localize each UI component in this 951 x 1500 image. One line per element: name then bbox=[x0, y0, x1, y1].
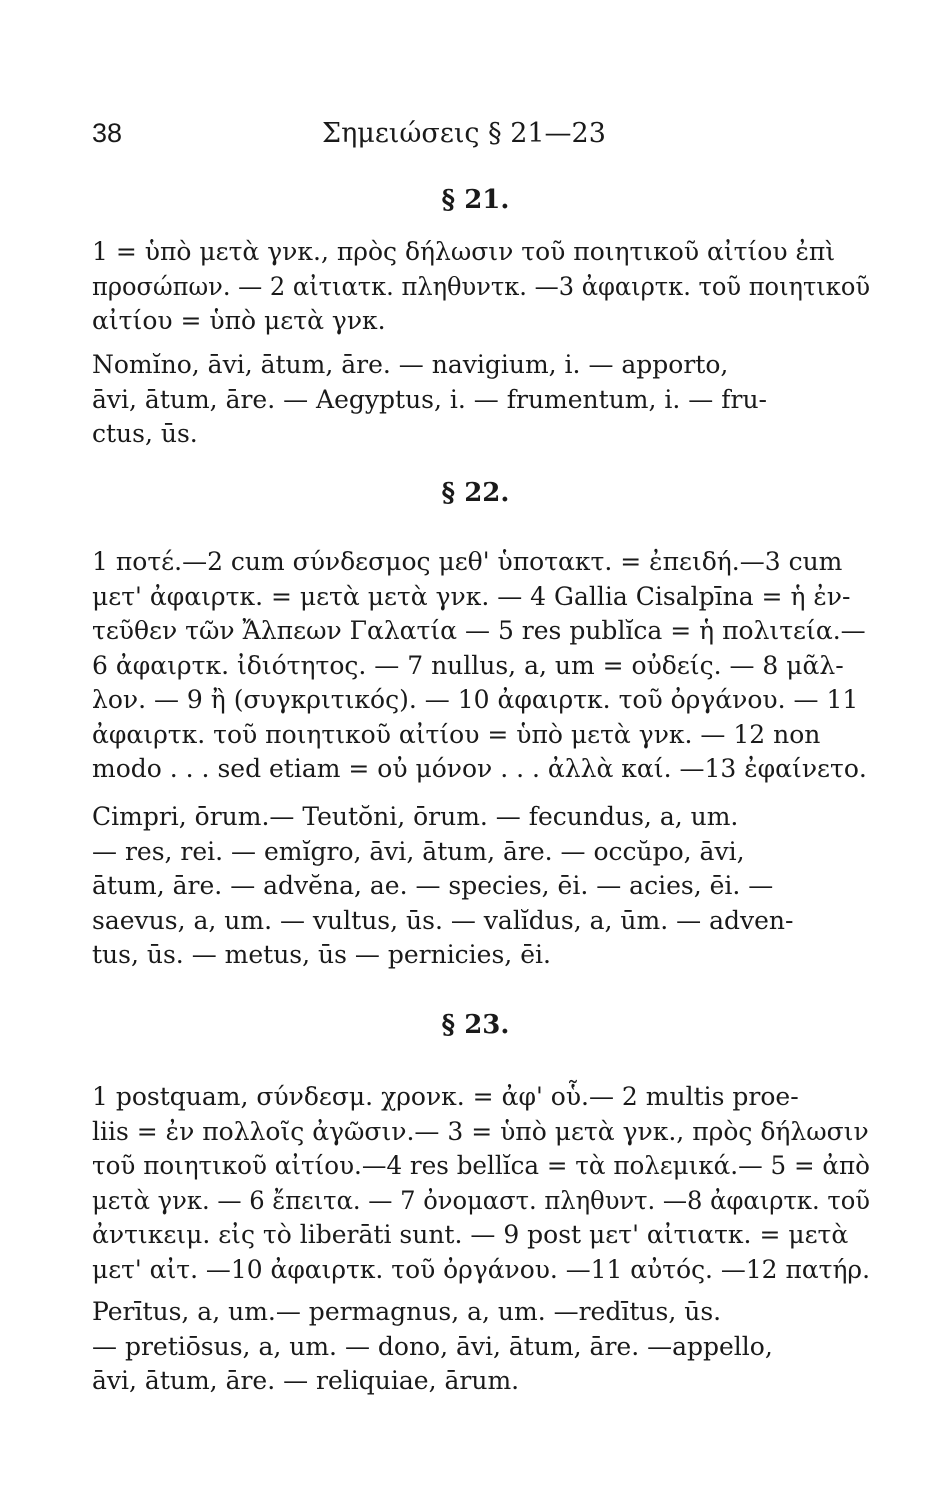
running-head bbox=[92, 118, 872, 158]
text-line: μετὰ γνκ. — 6 ἔπειτα. — 7 ὀνομαστ. πληθυντ. —8 ἀφαιρτκ. τοῦ bbox=[92, 1185, 870, 1215]
paragraph-21-notes bbox=[92, 235, 870, 339]
text-line: μετ' αἰτ. —10 ἀφαιρτκ. τοῦ ὀργάνου. —11 αὐτός. —12 πατήρ. bbox=[92, 1254, 870, 1284]
header-title: Σημειώσεις § 21—23 bbox=[322, 118, 606, 149]
text-line: λον. — 9 ἢ (συγκριτικός). — 10 ἀφαιρτκ. τοῦ ὀργάνου. — 11 bbox=[92, 685, 859, 714]
text-line: āvi, ātum, āre. — Aegyptus, i. — frumentum, i. — fru- bbox=[92, 384, 767, 414]
text-line: liis = ἐν πολλοῖς ἀγῶσιν.— 3 = ὑπὸ μετὰ γνκ., πρὸς δήλωσιν bbox=[92, 1116, 869, 1146]
text-line: ἀντικειμ. εἰς τὸ liberāti sunt. — 9 post μετ' αἰτιατκ. = μετὰ bbox=[92, 1220, 849, 1249]
text-line: 6 ἀφαιρτκ. ἰδιότητος. — 7 nullus, a, um = οὐδείς. — 8 μᾶλ- bbox=[92, 650, 844, 680]
text-line: ἀφαιρτκ. τοῦ ποιητικοῦ αἰτίου = ὑπὸ μετὰ γνκ. — 12 non bbox=[92, 719, 821, 749]
text-line: modo . . . sed etiam = οὐ μόνον . . . ἀλλὰ καί. —13 ἐφαίνετο. bbox=[92, 754, 867, 783]
paragraph-22-vocabulary bbox=[92, 800, 870, 973]
text-line: μετ' ἀφαιρτκ. = μετὰ μετὰ γνκ. — 4 Gallia Cisalpīna = ἡ ἐν- bbox=[92, 581, 851, 611]
text-line: ctus, ūs. bbox=[92, 419, 198, 448]
text-line: 1 = ὑπὸ μετὰ γνκ., πρὸς δήλωσιν τοῦ ποιητικοῦ αἰτίου ἐπὶ bbox=[92, 237, 836, 266]
section-heading-23: § 23. bbox=[441, 1010, 510, 1040]
section-heading-21: § 21. bbox=[441, 185, 510, 215]
text-line: Cimpri, ōrum.— Teutŏni, ōrum. — fecundus, a, um. bbox=[92, 802, 739, 831]
text-line: Perītus, a, um.— permagnus, a, um. —redītus, ūs. bbox=[92, 1297, 722, 1326]
paragraph-23-vocabulary bbox=[92, 1295, 870, 1399]
text-line: — pretiōsus, a, um. — dono, āvi, ātum, āre. —appello, bbox=[92, 1331, 773, 1361]
text-line: — res, rei. — emĭgro, āvi, ātum, āre. — occŭpo, āvi, bbox=[92, 836, 745, 866]
text-line: τεῦθεν τῶν Ἄλπεων Γαλατία — 5 res publĭca = ἡ πολιτεία.— bbox=[92, 616, 866, 645]
text-line: ātum, āre. — advĕna, ae. — species, ēi. — acies, ēi. — bbox=[92, 871, 774, 900]
text-line: προσώπων. — 2 αἰτιατκ. πληθυντκ. —3 ἀφαιρτκ. τοῦ ποιητικοῦ bbox=[92, 271, 870, 301]
text-line: saevus, a, um. — vultus, ūs. — valĭdus, a, ūm. — adven- bbox=[92, 905, 794, 935]
text-line: Nomĭno, āvi, ātum, āre. — navigium, i. — apporto, bbox=[92, 350, 729, 379]
text-line: αἰτίου = ὑπὸ μετὰ γνκ. bbox=[92, 306, 386, 335]
text-line: 1 ποτέ.—2 cum σύνδεσμος μεθ' ὑποτακτ. = ἐπειδή.—3 cum bbox=[92, 547, 843, 576]
text-line: τοῦ ποιητικοῦ αἰτίου.—4 res bellĭca = τὰ πολεμικά.— 5 = ἀπὸ bbox=[92, 1151, 870, 1180]
text-line: āvi, ātum, āre. — reliquiae, ārum. bbox=[92, 1366, 520, 1395]
page-number: 38 bbox=[92, 118, 123, 148]
text-line: 1 postquam, σύνδεσμ. χρονκ. = ἀφ' οὗ.— 2 multis proe- bbox=[92, 1082, 799, 1111]
paragraph-21-vocabulary bbox=[92, 348, 870, 452]
paragraph-23-notes bbox=[92, 1080, 870, 1287]
paragraph-22-notes bbox=[92, 545, 870, 787]
text-line: tus, ūs. — metus, ūs — pernicies, ēi. bbox=[92, 940, 551, 969]
section-heading-22: § 22. bbox=[441, 478, 510, 508]
